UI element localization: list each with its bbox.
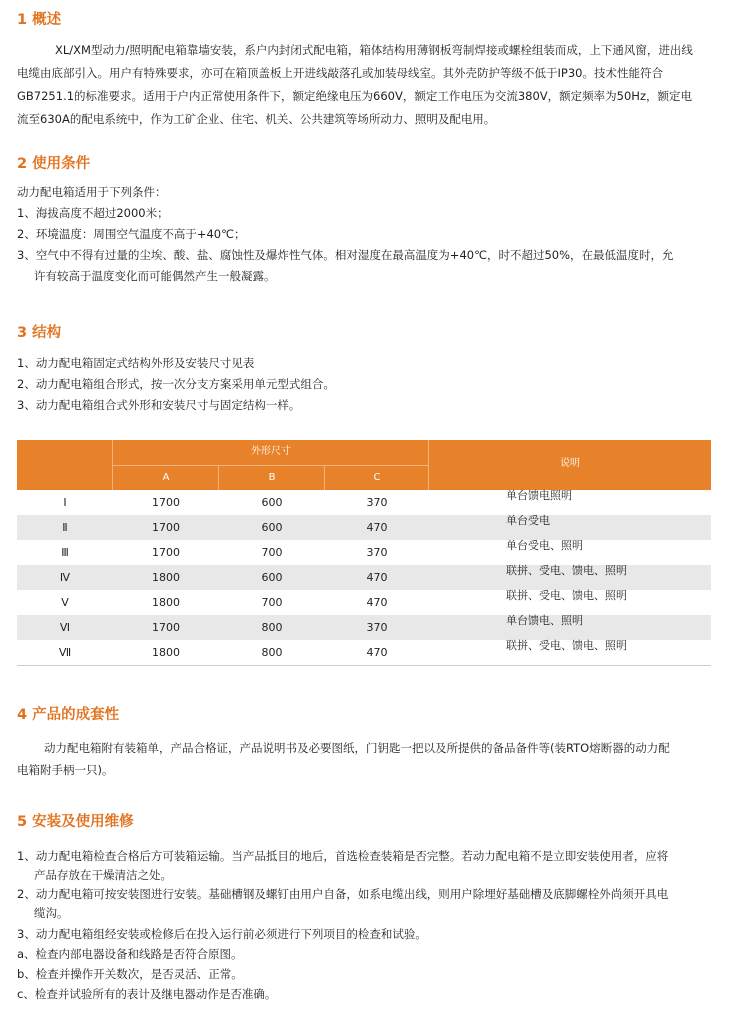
table-row: [17, 540, 711, 565]
cell-type: Ⅵ: [59, 621, 71, 634]
header-divider: [428, 440, 429, 490]
cell-c: 370: [366, 621, 388, 634]
cell-type: Ⅶ: [58, 646, 72, 659]
cell-a: 1800: [152, 646, 180, 659]
cell-type: Ⅳ: [59, 571, 71, 584]
structure-line: 2、动力配电箱组合形式，按一次分支方案采用单元型式组合。: [17, 377, 335, 391]
cell-a: 1700: [152, 621, 180, 634]
table-header: [17, 440, 711, 490]
cell-note: 单台受电、照明: [506, 539, 583, 552]
table-row: [17, 615, 711, 640]
cell-c: 470: [366, 646, 388, 659]
cell-note: 单台受电: [506, 514, 550, 527]
cell-b: 600: [261, 521, 283, 534]
cell-b: 800: [261, 621, 283, 634]
cell-type: Ⅴ: [61, 596, 69, 609]
installation-line: 缆沟。: [34, 906, 69, 920]
installation-line: a、检查内部电器设备和线路是否符合原图。: [17, 947, 243, 961]
section-title-installation: 5 安装及使用维修: [17, 814, 134, 830]
completeness-line: 动力配电箱附有装箱单，产品合格证，产品说明书及必要图纸，门钥匙一把以及所提供的备品备件等(装RTO熔断器的动力配: [44, 741, 670, 755]
completeness-line: 电箱附手柄一只)。: [17, 763, 114, 777]
cell-b: 600: [261, 496, 283, 509]
section-title-completeness: 4 产品的成套性: [17, 707, 120, 723]
header-divider: [218, 465, 219, 490]
cell-note: 联拼、受电、馈电、照明: [506, 589, 627, 602]
cell-a: 1700: [152, 546, 180, 559]
header-col-c: C: [373, 472, 381, 483]
conditions-line: 许有较高于温度变化而可能偶然产生一般凝露。: [34, 269, 276, 283]
cell-note: 单台馈电照明: [506, 489, 572, 502]
header-dimensions: 外形尺寸: [251, 446, 291, 457]
cell-b: 700: [261, 546, 283, 559]
cell-b: 600: [261, 571, 283, 584]
table-row: [17, 565, 711, 590]
cell-a: 1700: [152, 496, 180, 509]
table-row: [17, 515, 711, 540]
installation-line: c、检查并试验所有的表计及继电器动作是否准确。: [17, 987, 277, 1001]
overview-line: XL/XM型动力/照明配电箱靠墙安装，系户内封闭式配电箱，箱体结构用薄钢板弯制焊接或螺栓组装而成，上下通风窗，进出线: [55, 43, 693, 57]
conditions-line: 2、环境温度：周围空气温度不高于+40℃；: [17, 227, 246, 241]
table-row: [17, 640, 711, 665]
cell-type: Ⅰ: [63, 496, 67, 509]
table-bottom-rule: [17, 665, 711, 666]
table-row: [17, 490, 711, 515]
structure-line: 1、动力配电箱固定式结构外形及安装尺寸见表: [17, 356, 255, 370]
cell-c: 470: [366, 596, 388, 609]
cell-a: 1800: [152, 571, 180, 584]
header-divider: [324, 465, 325, 490]
section-title-overview: 1 概述: [17, 12, 62, 28]
cell-b: 800: [261, 646, 283, 659]
cell-a: 1700: [152, 521, 180, 534]
cell-note: 单台馈电、照明: [506, 614, 583, 627]
header-note: 说明: [560, 458, 580, 469]
installation-line: 1、动力配电箱检查合格后方可装箱运输。当产品抵目的地后，首选检查装箱是否完整。若动力配电箱不是立即安装使用者，应将: [17, 849, 669, 863]
header-col-b: B: [268, 472, 276, 483]
cell-type: Ⅲ: [61, 546, 69, 559]
cell-c: 470: [366, 521, 388, 534]
section-title-conditions: 2 使用条件: [17, 156, 91, 172]
installation-line: b、检查并操作开关数次，是否灵活、正常。: [17, 967, 243, 981]
structure-line: 3、动力配电箱组合式外形和安装尺寸与固定结构一样。: [17, 398, 301, 412]
cell-c: 370: [366, 546, 388, 559]
header-divider: [112, 440, 113, 490]
overview-line: 电缆由底部引入。用户有特殊要求，亦可在箱顶盖板上开进线敲落孔或加装母线室。其外壳防护等级不低于IP30。技术性能符合: [17, 66, 663, 80]
cell-c: 370: [366, 496, 388, 509]
cell-b: 700: [261, 596, 283, 609]
conditions-line: 3、空气中不得有过量的尘埃、酸、盐、腐蚀性及爆炸性气体。相对湿度在最高温度为+40℃，时不超过50%，在最低温度时，允: [17, 248, 674, 262]
table-row: [17, 590, 711, 615]
cell-a: 1800: [152, 596, 180, 609]
cell-type: Ⅱ: [62, 521, 68, 534]
spec-table: [17, 440, 711, 666]
installation-line: 产品存放在干燥清洁之处。: [34, 868, 172, 882]
overview-line: GB7251.1的标准要求。适用于户内正常使用条件下，额定绝缘电压为660V，额定工作电压为交流380V，额定频率为50Hz，额定电: [17, 89, 692, 103]
installation-line: 2、动力配电箱可按安装图进行安装。基础槽钢及螺钉由用户自备，如系电缆出线，则用户除埋好基础槽及底脚螺栓外尚须开具电: [17, 887, 669, 901]
section-title-structure: 3 结构: [17, 325, 62, 341]
conditions-line: 动力配电箱适用于下列条件：: [17, 185, 167, 199]
cell-c: 470: [366, 571, 388, 584]
installation-line: 3、动力配电箱组经安装或检修后在投入运行前必须进行下列项目的检查和试验。: [17, 927, 427, 941]
header-col-a: A: [162, 472, 170, 483]
cell-note: 联拼、受电、馈电、照明: [506, 564, 627, 577]
conditions-line: 1、海拔高度不超过2000米；: [17, 206, 169, 220]
header-divider: [113, 465, 429, 466]
cell-note: 联拼、受电、馈电、照明: [506, 639, 627, 652]
overview-line: 流至630A的配电系统中，作为工矿企业、住宅、机关、公共建筑等场所动力、照明及配电用。: [17, 112, 496, 126]
